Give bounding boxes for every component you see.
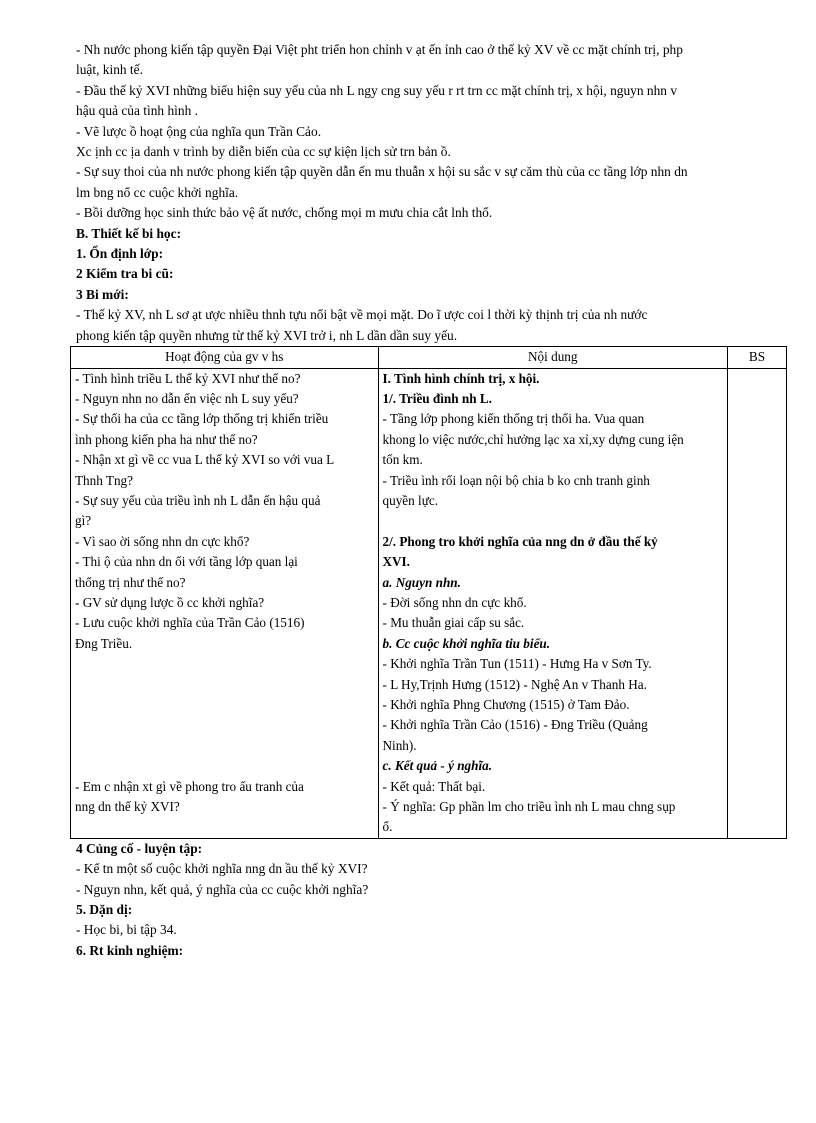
blank-line xyxy=(75,654,374,674)
intro-line: - Vẽ lược ồ hoạt ộng của nghĩa qun Trần Cảo. xyxy=(76,123,322,139)
header-bs: BS xyxy=(728,347,787,368)
activity-line: - Tình hình triều L thế kỷ XVI như thế no? xyxy=(75,370,301,386)
blank-line xyxy=(75,736,374,756)
content-line: - Mu thuẫn giai cấp su sắc. xyxy=(382,615,525,631)
section-2-title: 2/. Phong tro khởi nghĩa của nng dn ở đầu thế kỷ xyxy=(382,533,658,549)
table-header-row xyxy=(71,347,787,368)
content-line: Ninh). xyxy=(382,737,417,753)
consolidation-heading: 4 Củng cố - luyện tập: xyxy=(76,840,203,856)
blank-line xyxy=(75,756,374,776)
homework-heading: 5. Dặn dị: xyxy=(76,902,133,918)
activity-line: - Nguyn nhn no dẫn ến việc nh L suy yếu? xyxy=(75,390,299,406)
content-line: tốn km. xyxy=(382,452,423,468)
activity-line: - Em c nhận xt gì về phong tro ấu tranh của xyxy=(75,778,304,794)
content-line: - Triều ình rối loạn nội bộ chia b ko cnh tranh ginh xyxy=(382,472,650,488)
activity-line: ình phong kiến pha ha như thế no? xyxy=(75,431,258,447)
design-heading: B. Thiết kế bi học: xyxy=(76,225,182,241)
intro-line: lm bng nổ cc cuộc khởi nghĩa. xyxy=(76,184,239,200)
activity-line: - Vì sao ời sống nhn dn cực khổ? xyxy=(75,533,250,549)
document-page xyxy=(76,40,776,961)
content-line: khong lo việc nước,chỉ hưởng lạc xa xỉ,xy dựng cung iện xyxy=(382,431,684,447)
intro-line: - Bồi dưỡng học sinh thức bảo vệ ất nước, chống mọi m mưu chia cắt lnh thổ. xyxy=(76,205,493,221)
activity-line: nng dn thế kỷ XVI? xyxy=(75,798,180,814)
content-line: - Tầng lớp phong kiến thống trị thối ha. Vua quan xyxy=(382,411,645,427)
activities-cell xyxy=(71,368,379,838)
consolidation-line: - Nguyn nhn, kết quả, ý nghĩa của cc cuộc khởi nghĩa? xyxy=(76,881,369,897)
content-line: - Khởi nghĩa Trần Tun (1511) - Hưng Ha v Sơn Ty. xyxy=(382,656,652,672)
new-lesson-line: phong kiến tập quyền nhưng từ thế kỷ XVI trở i, nh L dần dần suy yếu. xyxy=(76,327,458,343)
subsection-c-title: c. Kết quả - ý nghĩa. xyxy=(382,758,493,774)
content-line: ổ. xyxy=(382,819,393,835)
blank-line xyxy=(75,695,374,715)
blank-line xyxy=(75,675,374,695)
activity-line: Đng Triều. xyxy=(75,635,133,651)
homework-line: - Học bi, bi tập 34. xyxy=(76,922,177,938)
content-line: quyền lực. xyxy=(382,492,438,508)
step-heading: 3 Bi mới: xyxy=(76,286,129,302)
lesson-table xyxy=(70,346,787,839)
content-line: - L Hy,Trịnh Hưng (1512) - Nghệ An v Thanh Ha. xyxy=(382,676,647,692)
content-line: - Khởi nghĩa Trần Cảo (1516) - Đng Triều (Quảng xyxy=(382,717,648,733)
intro-line: luật, kinh tế. xyxy=(76,62,143,78)
blank-line xyxy=(75,715,374,735)
section-2-title-cont: XVI. xyxy=(382,554,410,570)
content-line: - Khởi nghĩa Phng Chương (1515) ở Tam Đảo. xyxy=(382,696,630,712)
activity-line: - GV sử dụng lược ồ cc khởi nghĩa? xyxy=(75,594,265,610)
content-line: - Ý nghĩa: Gp phần lm cho triều ình nh L mau chng sụp xyxy=(382,799,676,815)
step-heading: 1. Ổn định lớp: xyxy=(76,246,164,262)
section-1-title: I. Tình hình chính trị, x hội. xyxy=(382,370,540,386)
subsection-a-title: a. Nguyn nhn. xyxy=(382,574,461,590)
activity-line: - Sự thối ha của cc tầng lớp thống trị khiến triều xyxy=(75,411,329,427)
consolidation-line: - Kể tn một số cuộc khởi nghĩa nng dn ầu thế kỷ XVI? xyxy=(76,861,368,877)
objectives-block xyxy=(76,40,776,224)
experience-heading: 6. Rt kinh nghiệm: xyxy=(76,942,184,958)
content-line: - Đời sống nhn dn cực khổ. xyxy=(382,594,527,610)
activity-line: - Lưu cuộc khởi nghĩa của Trần Cảo (1516) xyxy=(75,615,305,631)
intro-line: - Sự suy thoi của nh nước phong kiến tập quyền dẫn ến mu thuẫn x hội su sắc v sự căm thù của cc tầng lớp nhn dn xyxy=(76,164,688,180)
content-line: - Kết quả: Thất bại. xyxy=(382,778,486,794)
header-content: Nội dung xyxy=(378,347,728,368)
activity-line: - Nhận xt gì về cc vua L thế kỷ XVI so với vua L xyxy=(75,452,335,468)
intro-line: hậu quả của tình hình . xyxy=(76,103,198,119)
intro-line: Xc ịnh cc ịa danh v trình by diễn biến của cc sự kiện lịch sử trn bản ồ. xyxy=(76,144,451,160)
section-1-subtitle: 1/. Triều đình nh L. xyxy=(382,390,492,406)
intro-line: - Đầu thế kỷ XVI những biểu hiện suy yếu của nh L ngy cng suy yếu r rt trn cc mặt chính trị, x hội, nguyn nhn v xyxy=(76,82,678,98)
activity-line: - Thi ộ của nhn dn ối với tầng lớp quan lại xyxy=(75,554,298,570)
intro-line: - Nh nước phong kiến tập quyền Đại Việt pht triển hon chỉnh v ạt ến ỉnh cao ở thế kỷ XV về cc mặt chính trị, php xyxy=(76,42,683,57)
blank-line xyxy=(383,511,724,531)
activity-line: gì? xyxy=(75,513,92,529)
table-row xyxy=(71,368,787,838)
bs-cell xyxy=(728,368,787,838)
activity-line: thống trị như thế no? xyxy=(75,574,186,590)
header-activities: Hoạt động của gv v hs xyxy=(71,347,379,368)
activity-line: Thnh Tng? xyxy=(75,472,133,488)
step-heading: 2 Kiểm tra bi cũ: xyxy=(76,266,174,282)
activity-line: - Sự suy yếu của triều ình nh L dẫn ến hậu quả xyxy=(75,492,321,508)
new-lesson-line: - Thế kỷ XV, nh L sơ ạt ược nhiều thnh tựu nổi bật về mọi mặt. Do ĩ ược coi l thời kỳ thịnh trị của nh nước xyxy=(76,307,648,323)
content-cell xyxy=(378,368,728,838)
subsection-b-title: b. Cc cuộc khởi nghĩa tiu biểu. xyxy=(382,635,551,651)
